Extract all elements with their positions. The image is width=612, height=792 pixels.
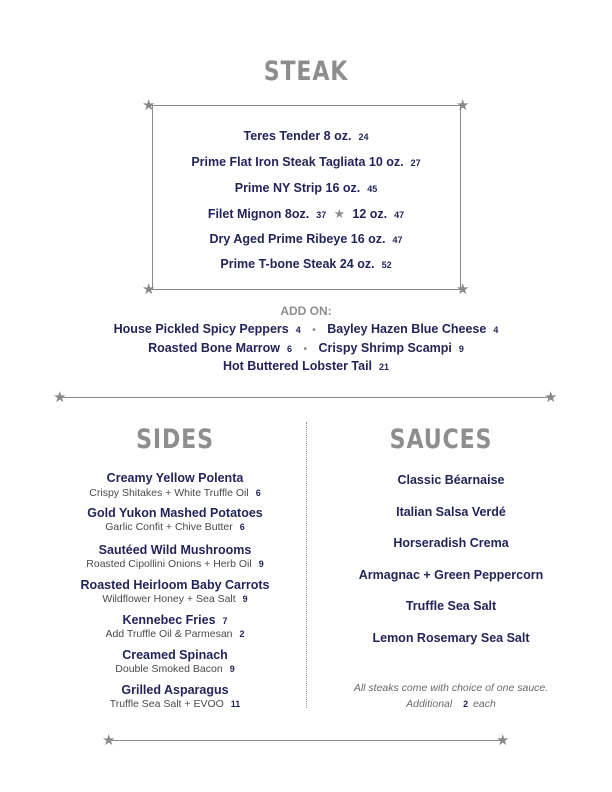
side-item-name: Roasted Heirloom Baby Carrots <box>80 578 270 592</box>
star-icon: ★ <box>333 207 345 221</box>
star-icon: ★ <box>456 281 470 298</box>
sauces-heading: SAUCES <box>389 424 493 455</box>
side-item-desc: Crispy Shitakes + White Truffle Oil 6 <box>89 487 261 499</box>
steak-item: Dry Aged Prime Ribeye 16 oz. 47 <box>209 232 403 246</box>
sauce-item: Armagnac + Green Peppercorn <box>358 568 544 582</box>
add-on-row: Roasted Bone Marrow 6 • Crispy Shrimp Scampi 9 <box>148 341 464 355</box>
column-divider <box>306 422 307 708</box>
star-icon: ★ <box>544 389 558 406</box>
star-icon: ★ <box>456 97 470 114</box>
steak-item: Filet Mignon 8oz. 37 ★ 12 oz. 47 <box>207 207 405 221</box>
sides-heading: SIDES <box>136 424 214 455</box>
sauce-item: Classic Béarnaise <box>397 473 505 487</box>
side-item-desc: Wildflower Honey + Sea Salt 9 <box>102 593 248 605</box>
steak-item: Prime T-bone Steak 24 oz. 52 <box>220 257 392 271</box>
steak-heading: STEAK <box>263 56 349 87</box>
side-item-name: Creamy Yellow Polenta <box>106 471 244 485</box>
steak-item: Teres Tender 8 oz. 24 <box>243 129 369 143</box>
bullet-icon: • <box>303 344 308 355</box>
steak-item: Prime Flat Iron Steak Tagliata 10 oz. 27 <box>191 155 421 169</box>
side-item-name: Sautéed Wild Mushrooms <box>98 543 252 557</box>
sauce-note: All steaks come with choice of one sauce. <box>353 682 549 694</box>
sauce-item: Horseradish Crema <box>393 536 509 550</box>
sauce-item: Truffle Sea Salt <box>405 599 497 613</box>
star-icon: ★ <box>142 97 156 114</box>
sauce-item: Lemon Rosemary Sea Salt <box>372 631 530 645</box>
side-item-desc: Double Smoked Bacon 9 <box>115 663 235 675</box>
add-on-row: House Pickled Spicy Peppers 4 • Bayley Hazen Blue Cheese 4 <box>113 322 499 336</box>
side-item-desc: Roasted Cipollini Onions + Herb Oil 9 <box>86 558 264 570</box>
side-item-name: Kennebec Fries 7 <box>122 613 228 627</box>
side-item-desc: Add Truffle Oil & Parmesan 2 <box>105 628 245 640</box>
bullet-icon: • <box>312 325 316 336</box>
steak-item: Prime NY Strip 16 oz. 45 <box>234 181 378 195</box>
side-item-desc: Truffle Sea Salt + EVOO 11 <box>109 698 241 710</box>
side-item-name: Creamed Spinach <box>122 648 228 662</box>
side-item-desc: Garlic Confit + Chive Butter 6 <box>105 521 245 533</box>
star-icon: ★ <box>496 732 510 749</box>
star-icon: ★ <box>142 281 156 298</box>
sauce-item: Italian Salsa Verdé <box>396 505 506 519</box>
star-icon: ★ <box>53 389 67 406</box>
add-on-row: Hot Buttered Lobster Tail 21 <box>222 359 390 373</box>
side-item-name: Gold Yukon Mashed Potatoes <box>87 506 263 520</box>
sauce-note-additional: Additional 2 each <box>406 698 496 710</box>
side-item-name: Grilled Asparagus <box>121 683 229 697</box>
star-icon: ★ <box>102 732 116 749</box>
add-on-label: ADD ON: <box>280 304 332 318</box>
